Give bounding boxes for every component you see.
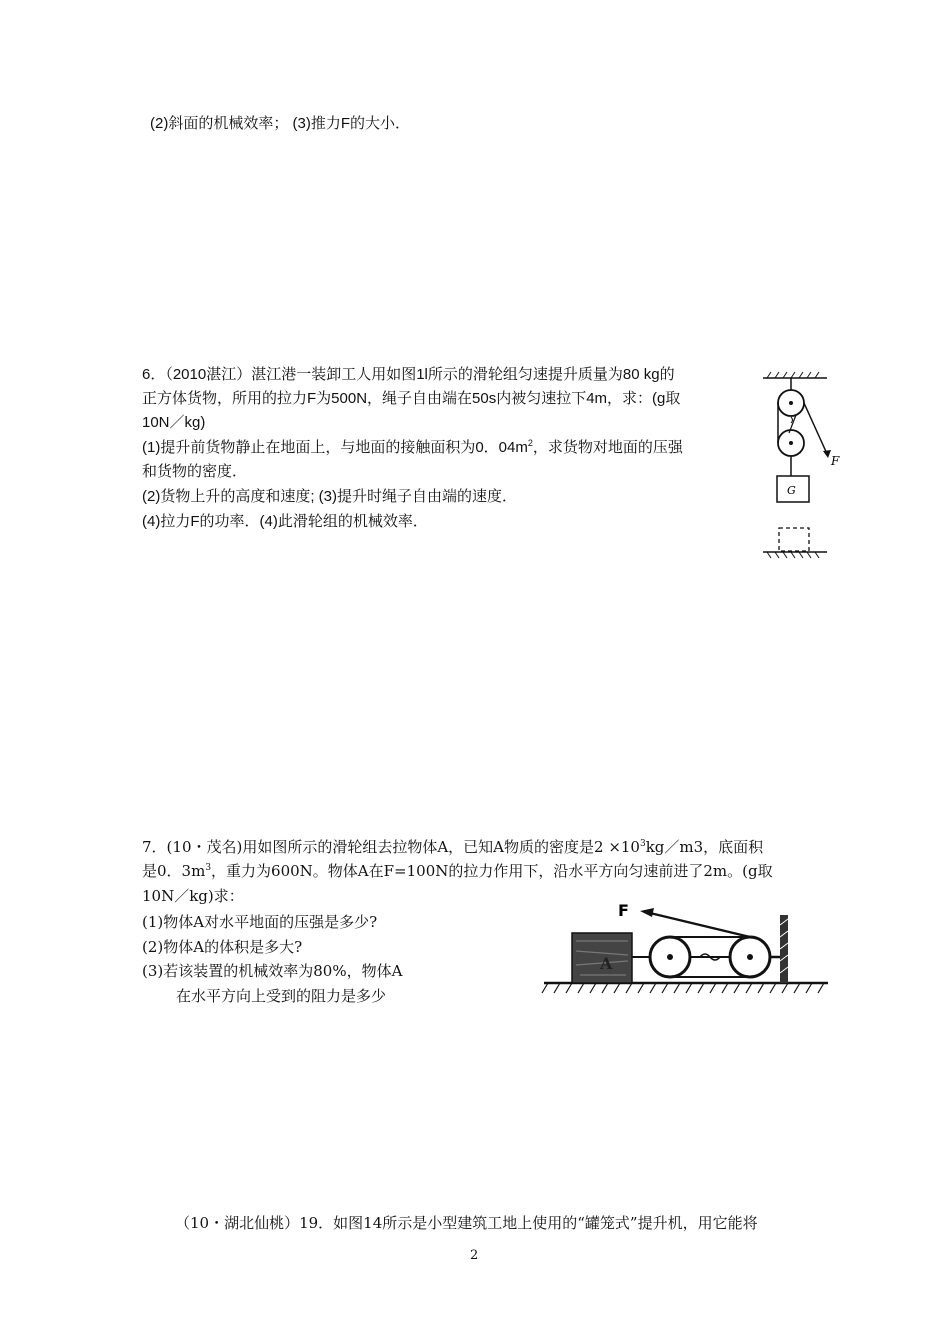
q6-line-2: 正方体货物，所用的拉力F为500N，绳子自由端在50s内被匀速拉下4m，求：(g取 bbox=[142, 390, 681, 407]
q7-line-2-text-end: ，重力为600N。物体A在F=100N的拉力作用下，沿水平方向匀速前进了2m。(g取 bbox=[211, 862, 773, 880]
q7-line-2-text: 是0．3m bbox=[142, 862, 206, 880]
q7-line-1 bbox=[142, 837, 763, 857]
wall bbox=[780, 915, 788, 983]
q6-line-4 bbox=[142, 438, 683, 458]
q6-line-7: (4)拉力F的功率．(4)此滑轮组的机械效率． bbox=[142, 513, 428, 530]
q7-line-2 bbox=[142, 861, 773, 881]
ground-hatch bbox=[542, 983, 824, 993]
q6-line-6: (2)货物上升的高度和速度; (3)提升时绳子自由端的速度． bbox=[142, 488, 518, 505]
prev-question-line: (2)斜面的机械效率； (3)推力F的大小． bbox=[150, 115, 410, 132]
q6-line-4-sup: 2 bbox=[527, 438, 533, 448]
q7-pulley-figure bbox=[540, 895, 830, 1005]
q7-line-1-sup: 3 bbox=[639, 839, 646, 849]
q7-line-1-text: 7．(10・茂名)用如图所示的滑轮组去拉物体A，已知A物质的密度是2 ×10 bbox=[142, 838, 640, 856]
ground-dashed-box bbox=[779, 528, 809, 551]
free-rope bbox=[804, 403, 828, 456]
page-number: 2 bbox=[470, 1248, 479, 1263]
q19-line-1: （10・湖北仙桃）19．如图14所示是小型建筑工地上使用的“罐笼式”提升机，用它能将 bbox=[175, 1214, 758, 1232]
force-arrow bbox=[640, 908, 654, 917]
q7-line-2-sup: 3 bbox=[205, 863, 212, 873]
q6-line-4-text-end: ，求货物对地面的压强 bbox=[532, 439, 683, 456]
force-label: F bbox=[831, 454, 840, 468]
ground-hatch bbox=[767, 552, 819, 558]
pull-rope bbox=[650, 913, 750, 937]
force-arrow bbox=[823, 450, 831, 458]
q6-line-5: 和货物的密度． bbox=[142, 463, 248, 480]
force-label: F bbox=[618, 901, 629, 920]
load-label: G bbox=[787, 484, 796, 497]
q7-line-6: (3)若该装置的机械效率为80%，物体A bbox=[142, 962, 403, 980]
q7-line-1-text-end: kg／m3，底面积 bbox=[645, 838, 764, 856]
block-label: A bbox=[600, 954, 613, 973]
q6-line-3: 10N／kg) bbox=[142, 414, 206, 431]
q7-line-4: (1)物体A对水平地面的压强是多少? bbox=[142, 913, 378, 931]
ceiling-hatch bbox=[767, 372, 819, 378]
q7-line-3: 10N／kg)求： bbox=[142, 887, 244, 905]
q6-pulley-figure bbox=[755, 368, 845, 563]
q7-line-5: (2)物体A的体积是多大? bbox=[142, 938, 303, 956]
q7-line-7: 在水平方向上受到的阻力是多少 bbox=[176, 987, 387, 1005]
q6-line-1: 6．（2010湛江）湛江港一装卸工人用如图1l所示的滑轮组匀速提升质量为80 kg的 bbox=[142, 366, 675, 383]
q6-line-4-text: (1)提升前货物静止在地面上，与地面的接触面积为0．04m bbox=[142, 439, 528, 456]
